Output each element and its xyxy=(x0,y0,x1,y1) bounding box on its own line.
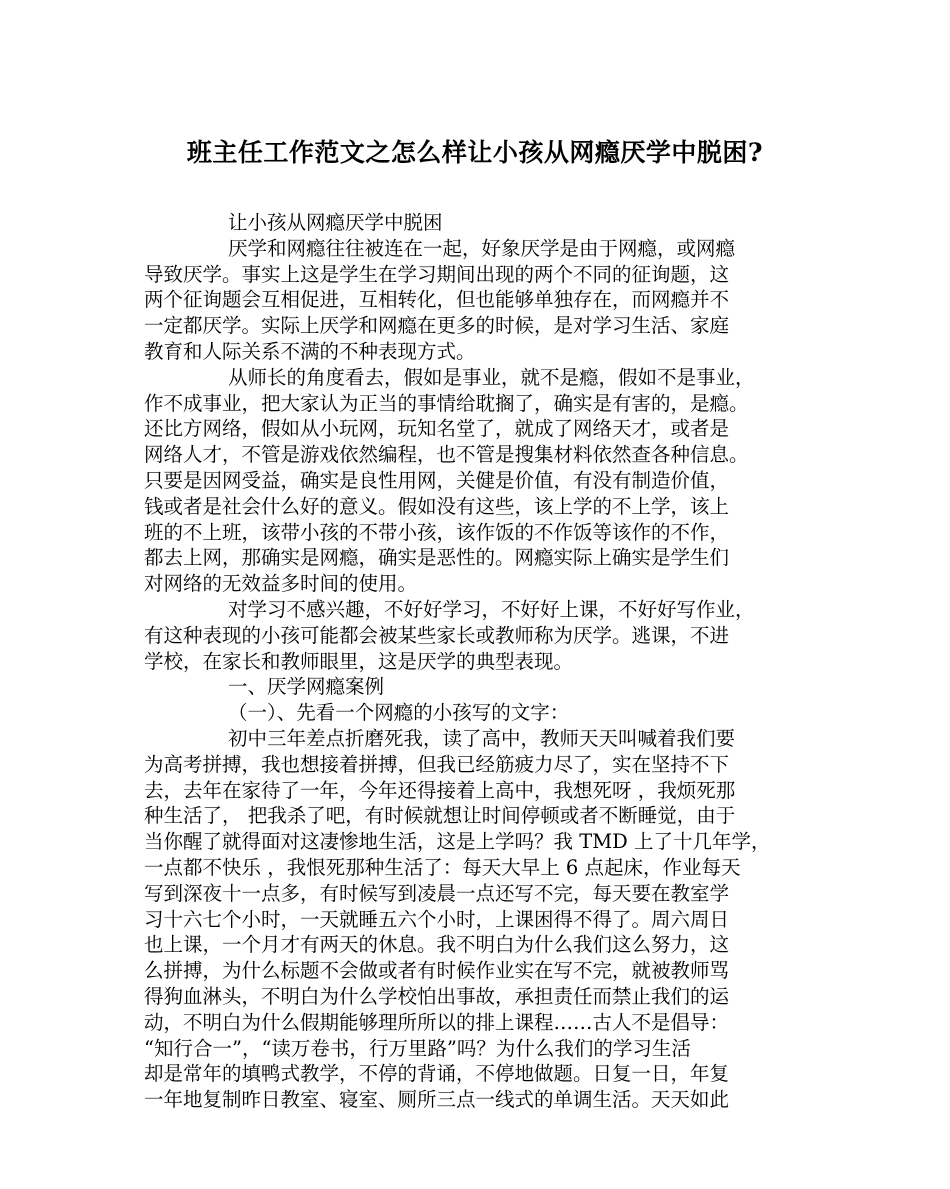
text-line: （一）、先看一个网瘾的小孩写的文字： xyxy=(228,701,570,725)
text-line: 只要是因网受益，确实是良性用网，关健是价值，有没有制造价值， xyxy=(144,468,730,492)
document-title: 班主任工作范文之怎么样让小孩从网瘾厌学中脱困? xyxy=(186,138,764,167)
text-line: 对学习不感兴趣，不好好学习，不好好上课，不好好写作业， xyxy=(228,597,755,621)
text-line: 班的不上班，该带小孩的不带小孩，该作饭的不作饭等该作的不作， xyxy=(144,520,730,544)
text-line: 习十六七个小时，一天就睡五六个小时，上课困得不得了。周六周日 xyxy=(144,907,730,931)
text-line: 写到深夜十一点多，有时候写到凌晨一点还写不完，每天要在教室学 xyxy=(144,881,730,905)
text-line: 钱或者是社会什么好的意义。假如没有这些，该上学的不上学，该上 xyxy=(144,494,730,518)
text-line: 教育和人际关系不满的不种表现方式。 xyxy=(144,339,476,363)
text-line: 都去上网，那确实是网瘾，确实是恶性的。网瘾实际上确实是学生们 xyxy=(144,546,730,570)
text-line: 让小孩从网瘾厌学中脱困 xyxy=(228,211,443,234)
text-line: 有这种表现的小孩可能都会被某些家长或教师称为厌学。逃课，不进 xyxy=(144,623,730,647)
text-line: 一定都厌学。实际上厌学和网瘾在更多的时候，是对学习生活、家庭 xyxy=(144,314,730,338)
text-line: 两个征询题会互相促进，互相转化，但也能够单独存在，而网瘾并不 xyxy=(144,288,730,312)
text-line: 却是常年的填鸭式教学，不停的背诵，不停地做题。日复一日，年复 xyxy=(144,1062,730,1086)
text-line: 还比方网络，假如从小玩网，玩知名堂了，就成了网络天才，或者是 xyxy=(144,417,730,441)
text-line: 得狗血淋头，不明白为什么学校怕出事故，承担责任而禁止我们的运 xyxy=(144,984,730,1008)
text-line: 从师长的角度看去，假如是事业，就不是瘾，假如不是事业， xyxy=(228,365,755,389)
text-line: 学校，在家长和教师眼里，这是厌学的典型表现。 xyxy=(144,649,574,673)
text-line: 当你醒了就得面对这凄惨地生活，这是上学吗？我 TMD 上了十几年学， xyxy=(144,830,771,854)
document-body xyxy=(144,210,812,1113)
text-line: 初中三年差点折磨死我，读了高中，教师天天叫喊着我们要 xyxy=(228,726,736,750)
text-line: 动，不明白为什么假期能够理所所以的排上课程……古人不是倡导： xyxy=(144,1010,730,1034)
text-line: 一年地复制昨日教室、寝室、厕所三点一线式的单调生活。天天如此 xyxy=(144,1088,730,1112)
text-line: “知行合一”，“读万卷书，行万里路”吗？为什么我们的学习生活 xyxy=(144,1036,691,1060)
text-line: 作不成事业，把大家认为正当的事情给耽搁了，确实是有害的，是瘾。 xyxy=(144,391,749,415)
text-line: 一点都不快乐 ，我恨死那种生活了：每天大早上 6 点起床，作业每天 xyxy=(144,855,741,879)
text-line: 去，去年在家待了一年，今年还得接着上高中，我想死呀 ，我烦死那 xyxy=(144,778,736,802)
text-line: 网络人才，不管是游戏依然编程，也不管是搜集材料依然查各种信息。 xyxy=(144,443,749,467)
text-line: 厌学和网瘾往往被连在一起，好象厌学是由于网瘾，或网瘾 xyxy=(228,236,736,260)
text-line: 为高考拼搏，我也想接着拼搏，但我已经筋疲力尽了，实在坚持不下 xyxy=(144,752,730,776)
text-line: 导致厌学。事实上这是学生在学习期间出现的两个不同的征询题，这 xyxy=(144,262,730,286)
text-line: 种生活了， 把我杀了吧，有时候就想让时间停顿或者不断睡觉，由于 xyxy=(144,804,736,828)
text-line: 也上课，一个月才有两天的休息。我不明白为什么我们这么努力，这 xyxy=(144,933,730,957)
text-line: 一、厌学网瘾案例 xyxy=(228,675,385,699)
text-line: 么拼搏，为什么标题不会做或者有时候作业实在写不完，就被教师骂 xyxy=(144,959,730,983)
text-line: 对网络的无效益多时间的使用。 xyxy=(144,572,418,596)
